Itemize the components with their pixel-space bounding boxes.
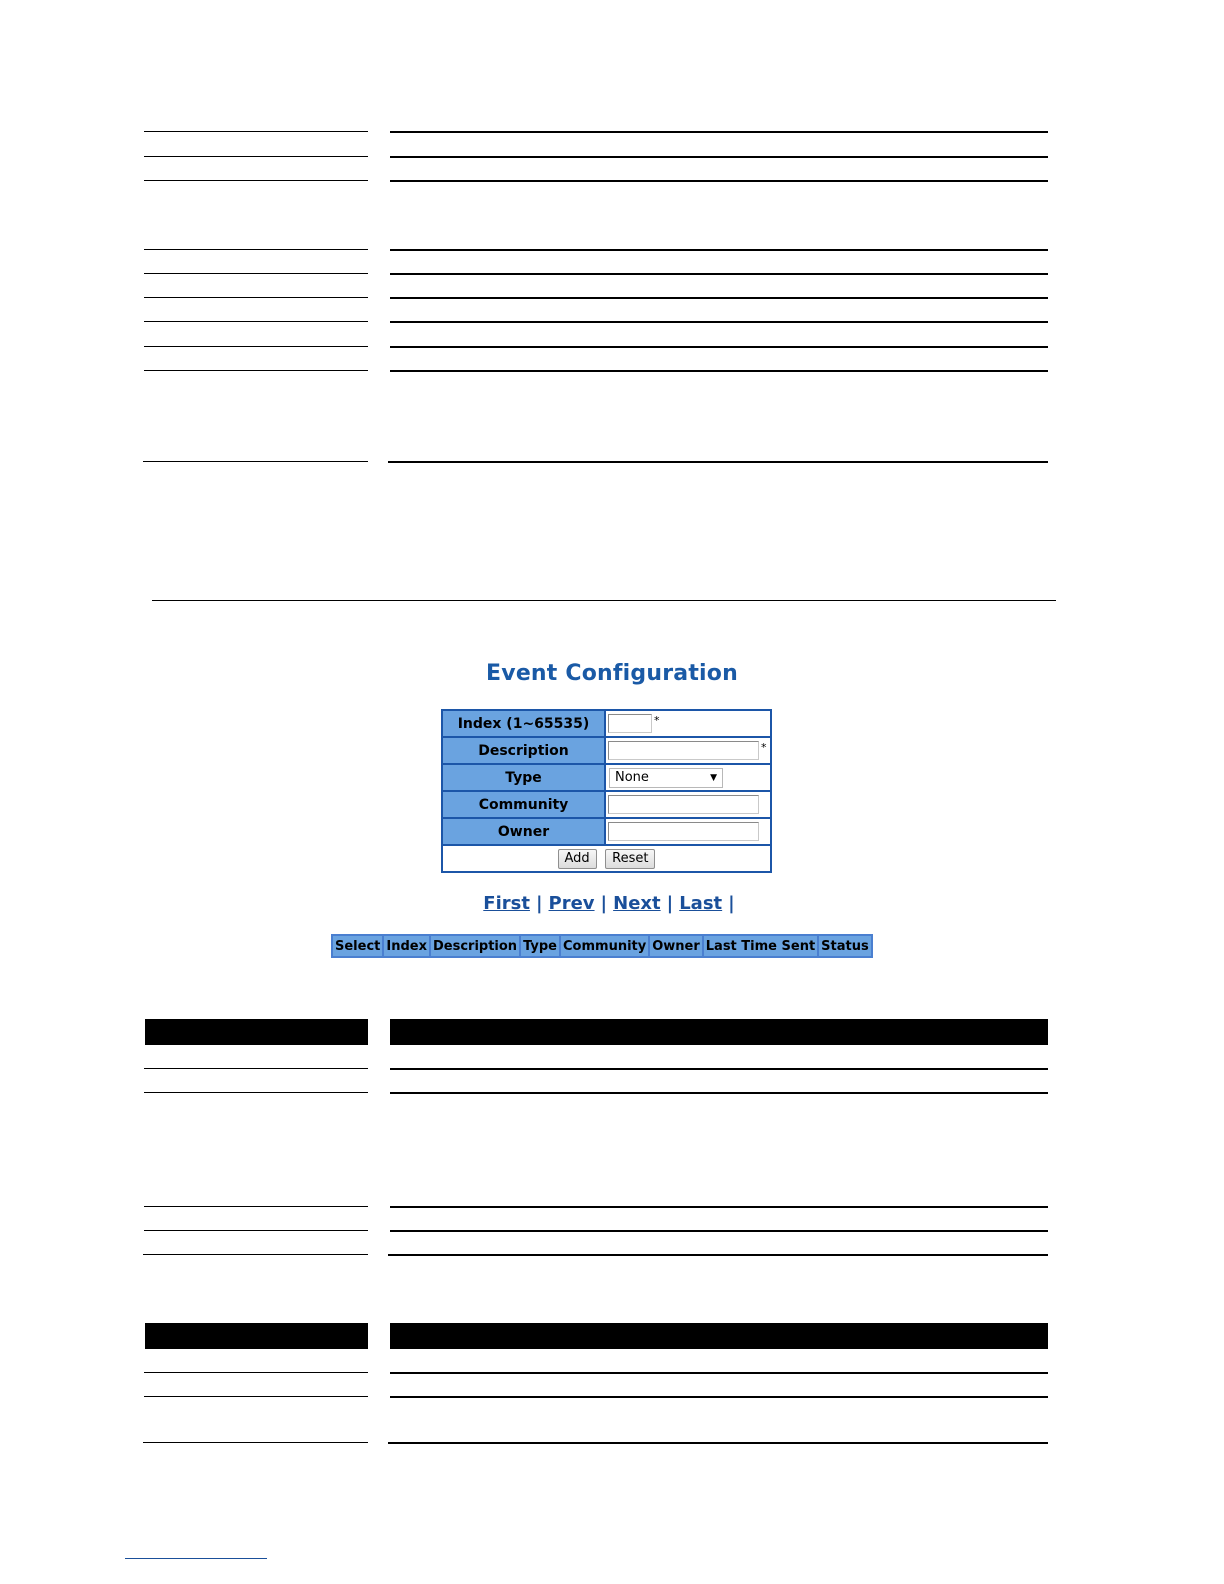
rule-line [144,180,368,181]
rule-line [144,156,368,157]
column-header-select: Select [332,935,383,957]
rule-line [143,1254,368,1255]
rule-line [390,1092,1048,1094]
pager-separator: | [600,893,608,914]
reset-button[interactable]: Reset [605,849,655,869]
rule-line [390,1068,1048,1070]
table-header-bar [145,1323,368,1349]
rule-line [388,1254,1048,1256]
footer-link-underline [125,1558,267,1559]
rule-line [390,1206,1048,1208]
page-title: Event Configuration [486,661,738,686]
rule-line [390,249,1048,251]
rule-line [388,461,1048,463]
first-link[interactable]: First [483,893,530,914]
rule-line [390,321,1048,323]
type-select[interactable] [609,768,723,788]
event-list-table [331,934,873,958]
required-mark: * [761,741,767,754]
required-mark: * [654,714,660,727]
column-header-type: Type [520,935,560,957]
index-input[interactable] [608,714,652,733]
pager-separator: | [666,893,674,914]
rule-line [144,131,368,132]
index-label: Index (1~65535) [442,710,605,737]
column-header-description: Description [430,935,520,957]
owner-input[interactable] [608,822,759,841]
last-link[interactable]: Last [679,893,723,914]
rule-line [144,297,368,298]
rule-line [390,156,1048,158]
owner-label: Owner [442,818,605,845]
type-selected-value: None [615,770,649,785]
rule-line [388,1442,1048,1444]
type-label: Type [442,764,605,791]
pager-separator: | [535,893,543,914]
rule-line [143,461,368,462]
rule-line [144,1230,368,1231]
rule-line [390,1372,1048,1374]
description-input[interactable] [608,741,759,760]
rule-line [144,249,368,250]
rule-line [144,370,368,371]
column-header-index: Index [383,935,430,957]
table-header-bar [390,1019,1048,1045]
description-label: Description [442,737,605,764]
column-header-last-time-sent: Last Time Sent [703,935,818,957]
rule-line [390,1396,1048,1398]
column-header-status: Status [818,935,872,957]
figure-top-rule [152,600,1056,601]
column-header-owner: Owner [649,935,703,957]
community-label: Community [442,791,605,818]
rule-line [144,1068,368,1069]
rule-line [390,297,1048,299]
pager-separator: | [728,893,735,914]
event-config-form [441,709,772,873]
rule-line [390,1230,1048,1232]
rule-line [144,1092,368,1093]
next-link[interactable]: Next [613,893,661,914]
rule-line [390,370,1048,372]
pagination [0,893,1224,914]
rule-line [144,346,368,347]
rule-line [144,273,368,274]
table-header-bar [145,1019,368,1045]
rule-line [144,321,368,322]
rule-line [390,346,1048,348]
rule-line [390,180,1048,182]
rule-line [144,1372,368,1373]
column-header-community: Community [560,935,649,957]
rule-line [144,1206,368,1207]
rule-line [390,273,1048,275]
rule-line [144,1396,368,1397]
table-header-bar [390,1323,1048,1349]
community-input[interactable] [608,795,759,814]
form-buttons [442,845,771,872]
rule-line [390,131,1048,133]
chevron-down-icon: ▼ [710,772,717,783]
add-button[interactable]: Add [558,849,597,869]
rule-line [143,1442,368,1443]
prev-link[interactable]: Prev [548,893,595,914]
table-header-row [332,935,872,957]
